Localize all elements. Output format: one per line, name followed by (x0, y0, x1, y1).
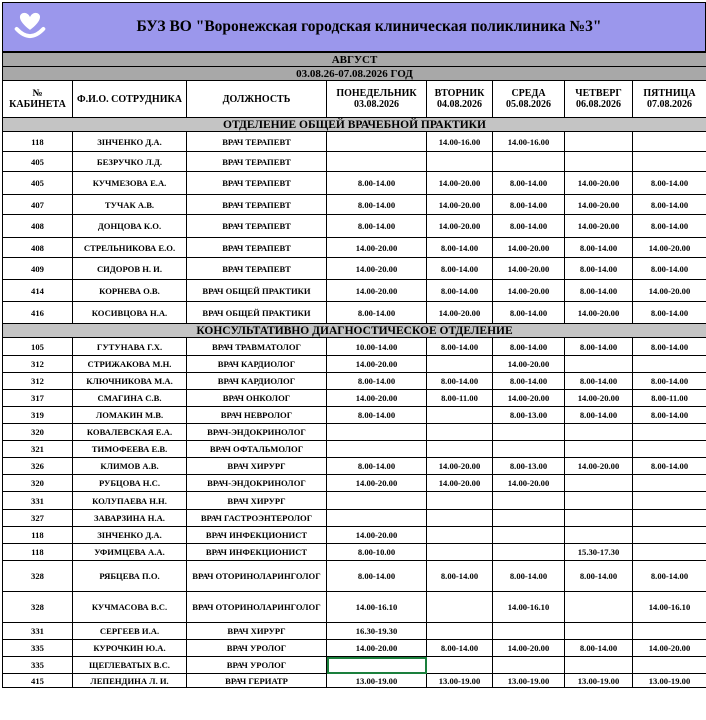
cell-hours[interactable]: 13.00-19.00 (327, 674, 427, 688)
cell-room[interactable]: 327 (3, 510, 73, 527)
cell-room[interactable]: 319 (3, 407, 73, 424)
page-title: БУЗ ВО "Воронежская городская клиническая поликлиника №3" (136, 18, 602, 35)
cell-room[interactable]: 118 (3, 132, 73, 152)
cell-position[interactable]: ВРАЧ УРОЛОГ (187, 640, 327, 657)
cell-position[interactable]: ВРАЧ-ЭНДОКРИНОЛОГ (187, 424, 327, 441)
cell-hours[interactable] (565, 527, 633, 544)
cell-hours[interactable] (633, 492, 706, 510)
cell-hours[interactable]: 14.00-20.00 (327, 527, 427, 544)
cell-name[interactable]: ТИМОФЕЕВА Е.В. (73, 441, 187, 458)
cell-hours[interactable]: 8.00-14.00 (633, 338, 706, 356)
cell-room[interactable]: 326 (3, 458, 73, 475)
cell-hours[interactable]: 8.00-14.00 (633, 373, 706, 390)
cell-hours[interactable] (427, 527, 493, 544)
cell-hours[interactable]: 10.00-14.00 (327, 338, 427, 356)
cell-hours[interactable] (633, 132, 706, 152)
cell-name[interactable]: СЕРГЕЕВ И.А. (73, 623, 187, 640)
cell-hours[interactable]: 14.00-20.00 (493, 258, 565, 280)
cell-hours[interactable]: 8.00-14.00 (327, 561, 427, 592)
table-row (3, 458, 706, 475)
cell-hours[interactable] (565, 592, 633, 623)
cell-hours[interactable]: 14.00-20.00 (633, 640, 706, 657)
cell-room[interactable]: 331 (3, 623, 73, 640)
cell-position[interactable]: ВРАЧ ХИРУРГ (187, 492, 327, 510)
cell-position[interactable]: ВРАЧ ТРАВМАТОЛОГ (187, 338, 327, 356)
cell-hours[interactable] (565, 424, 633, 441)
cell-hours[interactable]: 8.00-10.00 (327, 544, 427, 561)
cell-hours[interactable]: 8.00-14.00 (565, 640, 633, 657)
header-day[interactable]: ПОНЕДЕЛЬНИК 03.08.2026 (327, 81, 427, 118)
cell-name[interactable]: КУЧМЕЗОВА Е.А. (73, 172, 187, 195)
cell-hours[interactable]: 8.00-14.00 (493, 215, 565, 238)
cell-hours[interactable]: 14.00-20.00 (493, 475, 565, 492)
cell-position[interactable]: ВРАЧ ГАСТРОЭНТЕРОЛОГ (187, 510, 327, 527)
section-header-row (3, 324, 706, 338)
cell-hours[interactable] (493, 544, 565, 561)
table-row (3, 441, 706, 458)
cell-hours[interactable] (327, 657, 427, 674)
cell-hours[interactable]: 8.00-14.00 (493, 561, 565, 592)
cell-hours[interactable]: 8.00-14.00 (427, 258, 493, 280)
cell-hours[interactable]: 8.00-14.00 (327, 407, 427, 424)
cell-hours[interactable]: 8.00-14.00 (327, 373, 427, 390)
cell-hours[interactable] (327, 424, 427, 441)
cell-hours[interactable]: 8.00-14.00 (427, 338, 493, 356)
cell-hours[interactable]: 8.00-14.00 (565, 407, 633, 424)
cell-hours[interactable] (633, 441, 706, 458)
cell-hours[interactable]: 14.00-20.00 (427, 458, 493, 475)
cell-room[interactable]: 415 (3, 674, 73, 688)
cell-hours[interactable]: 8.00-14.00 (565, 238, 633, 258)
cell-hours[interactable]: 14.00-20.00 (493, 390, 565, 407)
table-row (3, 390, 706, 407)
cell-hours[interactable] (427, 510, 493, 527)
cell-name[interactable]: СТРИЖАКОВА М.Н. (73, 356, 187, 373)
cell-hours[interactable] (633, 527, 706, 544)
table-row (3, 407, 706, 424)
cell-hours[interactable]: 8.00-14.00 (327, 302, 427, 324)
cell-position[interactable]: ВРАЧ ГЕРИАТР (187, 674, 327, 688)
period-label: 03.08.26-07.08.2026 ГОД (3, 67, 706, 81)
cell-hours[interactable]: 14.00-20.00 (493, 640, 565, 657)
table-row (3, 561, 706, 592)
cell-name[interactable]: РУБЦОВА Н.С. (73, 475, 187, 492)
cell-hours[interactable] (327, 441, 427, 458)
cell-hours[interactable] (493, 492, 565, 510)
cell-position[interactable]: ВРАЧ ХИРУРГ (187, 458, 327, 475)
cell-hours[interactable] (633, 356, 706, 373)
header-day[interactable]: ЧЕТВЕРГ 06.08.2026 (565, 81, 633, 118)
cell-hours[interactable]: 8.00-14.00 (565, 258, 633, 280)
cell-room[interactable]: 416 (3, 302, 73, 324)
table-row (3, 527, 706, 544)
cell-room[interactable]: 414 (3, 280, 73, 302)
cell-hours[interactable] (633, 657, 706, 674)
cell-hours[interactable]: 14.00-20.00 (427, 215, 493, 238)
cell-hours[interactable]: 8.00-14.00 (633, 258, 706, 280)
cell-hours[interactable]: 14.00-20.00 (565, 172, 633, 195)
title-bar (2, 2, 706, 52)
cell-hours[interactable]: 14.00-20.00 (327, 238, 427, 258)
cell-hours[interactable]: 14.00-20.00 (493, 238, 565, 258)
cell-hours[interactable]: 13.00-19.00 (633, 674, 706, 688)
table-row (3, 258, 706, 280)
cell-hours[interactable] (427, 544, 493, 561)
cell-hours[interactable]: 14.00-20.00 (633, 280, 706, 302)
cell-name[interactable]: СТРЕЛЬНИКОВА Е.О. (73, 238, 187, 258)
cell-hours[interactable]: 8.00-13.00 (493, 407, 565, 424)
cell-hours[interactable] (633, 424, 706, 441)
cell-room[interactable]: 118 (3, 544, 73, 561)
table-row (3, 492, 706, 510)
cell-hours[interactable]: 8.00-14.00 (633, 172, 706, 195)
cell-name[interactable]: КЛИМОВ А.В. (73, 458, 187, 475)
cell-name[interactable]: КЛЮЧНИКОВА М.А. (73, 373, 187, 390)
cell-hours[interactable]: 8.00-13.00 (493, 458, 565, 475)
cell-position[interactable]: ВРАЧ НЕВРОЛОГ (187, 407, 327, 424)
cell-position[interactable]: ВРАЧ ТЕРАПЕВТ (187, 195, 327, 215)
cell-hours[interactable]: 8.00-14.00 (327, 172, 427, 195)
cell-hours[interactable]: 8.00-14.00 (427, 373, 493, 390)
table-row (3, 172, 706, 195)
cell-position[interactable]: ВРАЧ ИНФЕКЦИОНИСТ (187, 544, 327, 561)
cell-position[interactable]: ВРАЧ ТЕРАПЕВТ (187, 258, 327, 280)
cell-room[interactable]: 312 (3, 373, 73, 390)
cell-hours[interactable] (565, 152, 633, 172)
cell-name[interactable]: КОЛУПАЕВА Н.Н. (73, 492, 187, 510)
cell-position[interactable]: ВРАЧ ОФТАЛЬМОЛОГ (187, 441, 327, 458)
cell-room[interactable]: 105 (3, 338, 73, 356)
cell-name[interactable]: ЩЕГЛЕВАТЫХ В.С. (73, 657, 187, 674)
cell-hours[interactable]: 8.00-14.00 (633, 195, 706, 215)
cell-hours[interactable] (493, 527, 565, 544)
cell-hours[interactable] (565, 132, 633, 152)
header-day[interactable]: СРЕДА 05.08.2026 (493, 81, 565, 118)
table-row (3, 592, 706, 623)
cell-hours[interactable]: 14.00-16.10 (327, 592, 427, 623)
header-row (3, 81, 706, 118)
cell-room[interactable]: 331 (3, 492, 73, 510)
cell-hours[interactable]: 14.00-20.00 (327, 258, 427, 280)
cell-hours[interactable]: 8.00-14.00 (565, 373, 633, 390)
cell-hours[interactable]: 14.00-16.00 (493, 132, 565, 152)
cell-hours[interactable]: 8.00-14.00 (565, 561, 633, 592)
cell-name[interactable]: ГУТУНАВА Г.Х. (73, 338, 187, 356)
cell-hours[interactable]: 14.00-20.00 (327, 390, 427, 407)
cell-room[interactable]: 405 (3, 152, 73, 172)
cell-hours[interactable]: 13.00-19.00 (493, 674, 565, 688)
cell-name[interactable]: ДОНЦОВА К.О. (73, 215, 187, 238)
cell-hours[interactable] (565, 623, 633, 640)
cell-hours[interactable] (633, 152, 706, 172)
cell-room[interactable]: 335 (3, 640, 73, 657)
cell-hours[interactable] (427, 492, 493, 510)
cell-position[interactable]: ВРАЧ КАРДИОЛОГ (187, 373, 327, 390)
cell-name[interactable]: СИДОРОВ Н. И. (73, 258, 187, 280)
table-row (3, 623, 706, 640)
section-title: ОТДЕЛЕНИЕ ОБЩЕЙ ВРАЧЕБНОЙ ПРАКТИКИ (3, 118, 706, 132)
cell-hours[interactable] (565, 475, 633, 492)
schedule-table (2, 52, 706, 688)
table-row (3, 302, 706, 324)
cell-hours[interactable]: 14.00-16.00 (427, 132, 493, 152)
cell-hours[interactable]: 13.00-19.00 (427, 674, 493, 688)
table-row (3, 640, 706, 657)
cell-name[interactable]: РЯБЦЕВА П.О. (73, 561, 187, 592)
cell-room[interactable]: 328 (3, 592, 73, 623)
cell-hours[interactable] (565, 510, 633, 527)
cell-name[interactable]: ЗІНЧЕНКО Д.А. (73, 527, 187, 544)
cell-hours[interactable]: 14.00-20.00 (327, 475, 427, 492)
cell-hours[interactable] (427, 407, 493, 424)
cell-hours[interactable] (327, 510, 427, 527)
cell-hours[interactable]: 14.00-20.00 (565, 458, 633, 475)
cell-position[interactable]: ВРАЧ ХИРУРГ (187, 623, 327, 640)
cell-room[interactable]: 328 (3, 561, 73, 592)
cell-hours[interactable]: 8.00-14.00 (565, 338, 633, 356)
cell-name[interactable]: ЗАВАРЗИНА Н.А. (73, 510, 187, 527)
cell-hours[interactable] (493, 510, 565, 527)
cell-room[interactable]: 317 (3, 390, 73, 407)
cell-hours[interactable]: 8.00-14.00 (493, 302, 565, 324)
cell-room[interactable]: 405 (3, 172, 73, 195)
header-name[interactable]: Ф.И.О. СОТРУДНИКА (73, 81, 187, 118)
cell-hours[interactable]: 8.00-14.00 (427, 561, 493, 592)
header-day[interactable]: ПЯТНИЦА 07.08.2026 (633, 81, 706, 118)
cell-position[interactable]: ВРАЧ ТЕРАПЕВТ (187, 238, 327, 258)
month-label: АВГУСТ (3, 53, 706, 67)
cell-position[interactable]: ВРАЧ КАРДИОЛОГ (187, 356, 327, 373)
cell-name[interactable]: ЛЕПЕНДИНА Л. И. (73, 674, 187, 688)
cell-position[interactable]: ВРАЧ ТЕРАПЕВТ (187, 172, 327, 195)
cell-hours[interactable]: 13.00-19.00 (565, 674, 633, 688)
cell-room[interactable]: 321 (3, 441, 73, 458)
cell-name[interactable]: ЗІНЧЕНКО Д.А. (73, 132, 187, 152)
cell-hours[interactable]: 14.00-20.00 (327, 280, 427, 302)
cell-position[interactable]: ВРАЧ ОНКОЛОГ (187, 390, 327, 407)
cell-room[interactable]: 409 (3, 258, 73, 280)
cell-position[interactable]: ВРАЧ ТЕРАПЕВТ (187, 215, 327, 238)
cell-position[interactable]: ВРАЧ ТЕРАПЕВТ (187, 132, 327, 152)
cell-hours[interactable] (565, 492, 633, 510)
table-row (3, 132, 706, 152)
cell-hours[interactable]: 8.00-14.00 (327, 458, 427, 475)
cell-name[interactable]: КОРНЕВА О.В. (73, 280, 187, 302)
cell-room[interactable]: 320 (3, 424, 73, 441)
cell-hours[interactable]: 14.00-20.00 (427, 302, 493, 324)
table-row (3, 215, 706, 238)
cell-hours[interactable] (327, 152, 427, 172)
section-header-row (3, 118, 706, 132)
table-row (3, 475, 706, 492)
cell-hours[interactable]: 8.00-14.00 (493, 172, 565, 195)
cell-room[interactable]: 407 (3, 195, 73, 215)
cell-hours[interactable]: 8.00-14.00 (633, 215, 706, 238)
cell-hours[interactable] (493, 152, 565, 172)
cell-hours[interactable]: 14.00-16.10 (633, 592, 706, 623)
cell-hours[interactable]: 8.00-14.00 (493, 338, 565, 356)
cell-hours[interactable] (427, 152, 493, 172)
cell-room[interactable]: 335 (3, 657, 73, 674)
cell-name[interactable]: КОСИВЦОВА Н.А. (73, 302, 187, 324)
cell-name[interactable]: ЛОМАКИН М.В. (73, 407, 187, 424)
cell-position[interactable]: ВРАЧ ТЕРАПЕВТ (187, 152, 327, 172)
cell-hours[interactable]: 14.00-20.00 (633, 238, 706, 258)
cell-hours[interactable] (493, 623, 565, 640)
table-row (3, 674, 706, 688)
cell-name[interactable]: ТУЧАК А.В. (73, 195, 187, 215)
cell-position[interactable]: ВРАЧ ОБЩЕЙ ПРАКТИКИ (187, 302, 327, 324)
cell-hours[interactable]: 14.00-20.00 (327, 640, 427, 657)
cell-name[interactable]: КУРОЧКИН Ю.А. (73, 640, 187, 657)
cell-hours[interactable]: 14.00-20.00 (565, 390, 633, 407)
schedule-sheet (2, 2, 706, 688)
cell-hours[interactable] (565, 441, 633, 458)
cell-hours[interactable]: 15.30-17.30 (565, 544, 633, 561)
cell-hours[interactable]: 14.00-16.10 (493, 592, 565, 623)
cell-position[interactable]: ВРАЧ-ЭНДОКРИНОЛОГ (187, 475, 327, 492)
cell-hours[interactable]: 8.00-14.00 (633, 458, 706, 475)
cell-position[interactable]: ВРАЧ ОТОРИНОЛАРИНГОЛОГ (187, 592, 327, 623)
cell-hours[interactable] (427, 441, 493, 458)
cell-hours[interactable]: 8.00-11.00 (427, 390, 493, 407)
month-row (3, 53, 706, 67)
cell-hours[interactable]: 8.00-11.00 (633, 390, 706, 407)
table-row (3, 373, 706, 390)
cell-hours[interactable] (427, 592, 493, 623)
cell-hours[interactable] (493, 657, 565, 674)
header-day[interactable]: ВТОРНИК 04.08.2026 (427, 81, 493, 118)
cell-name[interactable]: КУЧМАСОВА В.С. (73, 592, 187, 623)
table-row (3, 238, 706, 258)
section-title: КОНСУЛЬТАТИВНО ДИАГНОСТИЧЕСКОЕ ОТДЕЛЕНИЕ (3, 324, 706, 338)
cell-hours[interactable]: 14.00-20.00 (427, 475, 493, 492)
cell-room[interactable]: 118 (3, 527, 73, 544)
cell-name[interactable]: УФИМЦЕВА А.А. (73, 544, 187, 561)
cell-hours[interactable]: 16.30-19.30 (327, 623, 427, 640)
table-row (3, 280, 706, 302)
table-row (3, 338, 706, 356)
cell-hours[interactable] (565, 657, 633, 674)
table-row (3, 195, 706, 215)
cell-position[interactable]: ВРАЧ ОБЩЕЙ ПРАКТИКИ (187, 280, 327, 302)
cell-hours[interactable]: 8.00-14.00 (493, 373, 565, 390)
cell-room[interactable]: 320 (3, 475, 73, 492)
cell-room[interactable]: 408 (3, 238, 73, 258)
cell-hours[interactable] (633, 544, 706, 561)
cell-hours[interactable]: 14.00-20.00 (493, 280, 565, 302)
header-position[interactable]: ДОЛЖНОСТЬ (187, 81, 327, 118)
cell-hours[interactable] (493, 441, 565, 458)
cell-hours[interactable] (427, 657, 493, 674)
cell-hours[interactable]: 8.00-14.00 (633, 302, 706, 324)
cell-hours[interactable] (427, 424, 493, 441)
cell-hours[interactable] (565, 356, 633, 373)
cell-hours[interactable]: 8.00-14.00 (327, 195, 427, 215)
cell-hours[interactable]: 8.00-14.00 (565, 280, 633, 302)
cell-hours[interactable] (427, 356, 493, 373)
cell-hours[interactable]: 14.00-20.00 (565, 195, 633, 215)
cell-hours[interactable]: 14.00-20.00 (565, 302, 633, 324)
table-row (3, 356, 706, 373)
table-row (3, 510, 706, 527)
table-row (3, 544, 706, 561)
cell-hours[interactable]: 8.00-14.00 (427, 238, 493, 258)
cell-hours[interactable] (633, 623, 706, 640)
table-row (3, 152, 706, 172)
cell-hours[interactable]: 8.00-14.00 (493, 195, 565, 215)
cell-position[interactable]: ВРАЧ УРОЛОГ (187, 657, 327, 674)
period-row (3, 67, 706, 81)
cell-room[interactable]: 408 (3, 215, 73, 238)
cell-position[interactable]: ВРАЧ ИНФЕКЦИОНИСТ (187, 527, 327, 544)
cell-hours[interactable]: 8.00-14.00 (427, 280, 493, 302)
cell-hours[interactable]: 14.00-20.00 (427, 195, 493, 215)
cell-hours[interactable] (493, 424, 565, 441)
cell-hours[interactable]: 8.00-14.00 (633, 561, 706, 592)
cell-name[interactable]: СМАГИНА С.В. (73, 390, 187, 407)
cell-name[interactable]: БЕЗРУЧКО Л.Д. (73, 152, 187, 172)
table-row (3, 424, 706, 441)
cell-hours[interactable] (633, 475, 706, 492)
cell-hours[interactable]: 14.00-20.00 (427, 172, 493, 195)
cell-hours[interactable] (327, 492, 427, 510)
cell-hours[interactable] (327, 132, 427, 152)
header-room[interactable]: № КАБИНЕТА (3, 81, 73, 118)
table-row (3, 657, 706, 674)
cell-hours[interactable]: 8.00-14.00 (327, 215, 427, 238)
cell-hours[interactable] (427, 623, 493, 640)
cell-position[interactable]: ВРАЧ ОТОРИНОЛАРИНГОЛОГ (187, 561, 327, 592)
cell-hours[interactable]: 14.00-20.00 (327, 356, 427, 373)
cell-room[interactable]: 312 (3, 356, 73, 373)
cell-hours[interactable]: 14.00-20.00 (493, 356, 565, 373)
cell-hours[interactable] (633, 510, 706, 527)
cell-hours[interactable]: 8.00-14.00 (633, 407, 706, 424)
cell-name[interactable]: КОВАЛЕВСКАЯ Е.А. (73, 424, 187, 441)
cell-hours[interactable]: 8.00-14.00 (427, 640, 493, 657)
cell-hours[interactable]: 14.00-20.00 (565, 215, 633, 238)
